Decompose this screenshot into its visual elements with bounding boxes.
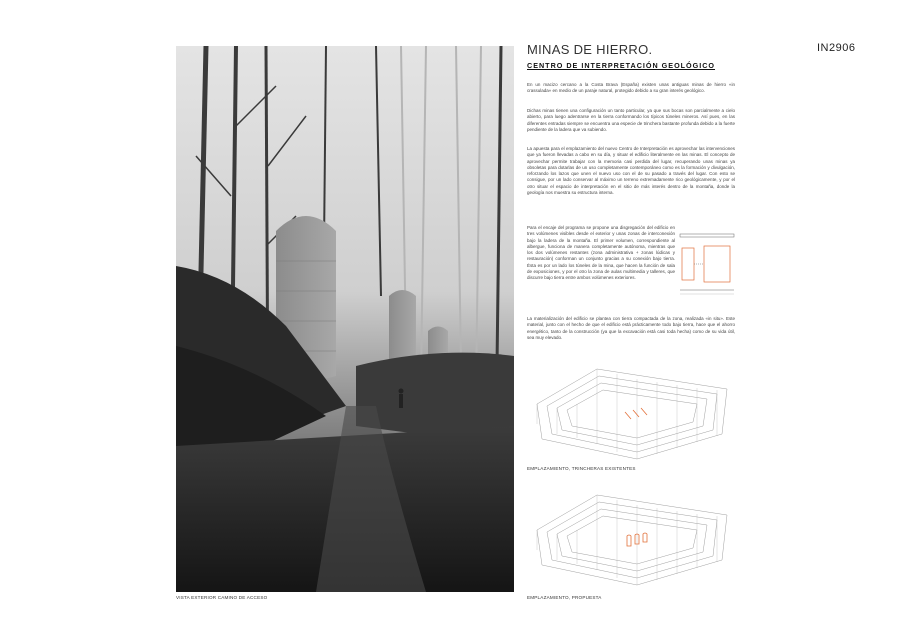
- photo-caption: VISTA EXTERIOR CAMINO DE ACCESO: [176, 595, 268, 600]
- site-plan-proposal: [527, 490, 737, 590]
- paragraph-configuration: Dichas minas tienen una configuración un tanto particular, ya que sus bocas son parcialmente a cielo abierto, para luego adentrarse en la tierra conformando los típicos túneles mineros. Así pues, en las diferentes entradas siempre se encuentra una especie de trinchera bastante profunda debido a la fuerte pendiente de la ladera que va subiendo.: [527, 108, 735, 132]
- project-code: IN2906: [817, 42, 856, 54]
- plan-caption-existing: EMPLAZAMIENTO, TRINCHERAS EXISTENTES: [527, 466, 636, 471]
- site-photograph: [176, 46, 514, 592]
- paragraph-approach: La apuesta para el emplazamiento del nuevo Centro de Interpretación es aprovechar las intervenciones que ya fueron llevadas a cabo en su día, y situar el edificio literalmente en las minas. El concepto de aprovechar permite trabajar con la memoria casi perdida del lugar, recuperando unas minas ya obsoletas para dotarlas de un uso completamente contemporáneo como es la formación y divulgación, reforzando los lazos que unen el nuevo uso con el de su pasado a través del lugar. Con esto se consigue, por un lado conservar al máximo un terreno extremadamente rico geológicamente, y por el otro situar el espacio de interpretación en el sitio de más interés dentro de la montaña, donde la geología nos muestra su estructura interna.: [527, 146, 735, 196]
- paragraph-materials: La materialización del edificio se plantea con tierra compactada de la zona, realizada «in situ». Este material, junto con el hecho de que el edificio está prácticamente todo bajo tierra, hace que el ahorro energético, tanto de la construcción (ya que la excavación está casi toda hecha) como de su vida útil, sea muy elevado.: [527, 316, 735, 340]
- page-title: MINAS DE HIERRO.: [527, 42, 653, 57]
- program-schema-diagram: [676, 228, 738, 300]
- page-subtitle: CENTRO DE INTERPRETACIÓN GEOLÓGICO: [527, 61, 716, 70]
- site-plan-existing: [527, 364, 737, 464]
- paragraph-program: Para el encaje del programa se propone una disgregación del edificio en tres volúmenes visibles desde el exterior y unas zonas de interconexión bajo la ladera de la montaña. El primer volumen, correspondiente al albergue, funciona de manera completamente autónoma, mientras que los dos volúmenes restantes (zona administrativa + zonas lúdicas y restauración) conforman un conjunto gracias a su conexión bajo tierra. Ésta es por un lado los túneles de la mina, que hacen la función de sala de exposiciones, y por el otro la zona de aulas multimedia y talleres, que discurre bajo tierra entre ambos volúmenes exteriores.: [527, 225, 675, 281]
- plan-caption-proposal: EMPLAZAMIENTO, PROPUESTA: [527, 595, 602, 600]
- paragraph-intro: En un macizo cercano a la Costa Brava (España) existen unas antiguas minas de hierro «in crassulada» en medio de un paraje natural, protegido debido a su gran interés geológico.: [527, 82, 735, 94]
